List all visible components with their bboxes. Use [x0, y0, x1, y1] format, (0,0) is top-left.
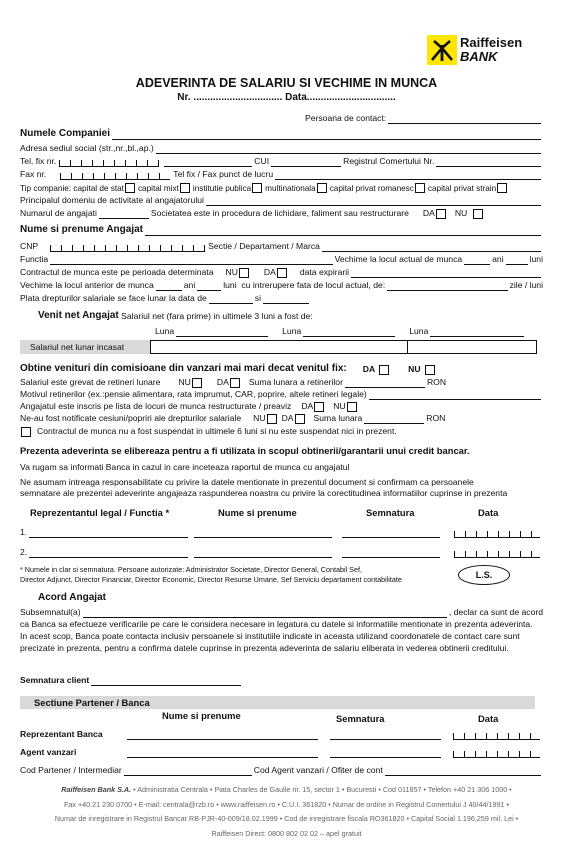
liquidation-da-checkbox[interactable]: [436, 209, 446, 219]
statement-p2b: semnatare ale prezentei adeverinte angajeaza raspunderea noastra cu privire la corectitudinea informatiilor cuprinse in prezenta: [20, 488, 508, 498]
payment-label: Plata drepturilor salariale se face lunar la data de: [20, 293, 207, 303]
contact-person-field[interactable]: [388, 115, 541, 124]
partner-col-name: Nume si prenume: [162, 710, 241, 721]
months-row: [155, 327, 543, 337]
deductions-amount-label: Suma lunara a retinerilor: [248, 377, 343, 388]
deductions-amount-field[interactable]: [345, 379, 425, 388]
month3-field[interactable]: [430, 328, 524, 337]
bank-rep-name-field[interactable]: [127, 731, 319, 740]
contact-label: Persoana de contact:: [305, 113, 387, 123]
company-type-row: [20, 183, 543, 193]
agent-signature-field[interactable]: [330, 749, 441, 758]
type-mixed-checkbox[interactable]: [180, 183, 190, 193]
address-field[interactable]: [156, 145, 541, 154]
domain-row: [20, 196, 543, 206]
signature-note-1: * Numele in clar si semnatura. Persoane autorizate: Administrator Societate, Director General, Contabil Sef,: [20, 565, 362, 574]
tel-work-field[interactable]: [275, 171, 541, 180]
payment-row: [20, 294, 543, 304]
footer-line-4: Raiffeisen Direct: 0800 802 02 02 – apel gratuit: [211, 828, 362, 838]
expiry-field[interactable]: [351, 269, 541, 278]
commission-nu-checkbox[interactable]: [425, 365, 435, 375]
seizures-row: [20, 414, 543, 424]
agent-name-field[interactable]: [127, 749, 319, 758]
commission-row: [20, 363, 543, 375]
sig1-representative-field[interactable]: [29, 529, 187, 538]
statement-p1: Va rugam sa informati Banca in cazul in care inceteaza raportul de munca cu angajatul: [20, 462, 350, 472]
tel-field[interactable]: [59, 158, 159, 167]
employee-heading: Nume si prenume Angajat: [20, 224, 143, 235]
sig-col-representative: Reprezentantul legal / Functia *: [30, 507, 170, 518]
consent-heading: Acord Angajat: [38, 592, 106, 603]
client-signature-field[interactable]: [91, 677, 241, 686]
income-heading-row: [38, 310, 543, 322]
sig2-representative-field[interactable]: [29, 549, 187, 558]
month3-label: Luna: [409, 326, 429, 336]
function-label: Functia: [20, 254, 49, 264]
suspension-row: [20, 427, 543, 437]
statement-heading: Prezenta adeverinta se elibereaza pentru a fi utilizata in scopul obtinerii/garantarii unui credit bancar.: [20, 445, 470, 456]
month2-field[interactable]: [303, 328, 395, 337]
tel-extra-field[interactable]: [164, 158, 252, 167]
footer-line-1-text: • Administratia Centrala • Piata Charles de Gaulle nr. 15, sector 1 • Bucuresti • Cod 011857 • Telefon +40 21 306 1000 •: [133, 785, 512, 794]
cnp-label: CNP: [20, 241, 39, 251]
contract-da-checkbox[interactable]: [277, 268, 287, 278]
tel-label: Tel. fix nr.: [20, 156, 57, 166]
type-foreign-checkbox[interactable]: [497, 183, 507, 193]
restructured-nu-label: NU: [333, 401, 346, 412]
commission-da-checkbox[interactable]: [379, 365, 389, 375]
function-row: [20, 255, 543, 265]
bank-rep-date-field[interactable]: [453, 731, 540, 740]
deductions-nu-checkbox[interactable]: [192, 378, 202, 388]
document-title: ADEVERINTA DE SALARIU SI VECHIME IN MUNCA: [135, 76, 438, 90]
signature-row-2-number: 2.: [20, 547, 28, 557]
liquidation-nu-label: NU: [454, 208, 468, 219]
sig-col-name: Nume si prenume: [218, 507, 297, 518]
sig-col-date: Data: [478, 507, 499, 518]
signature-row-2: [20, 548, 543, 558]
seniority-prev-years-field[interactable]: [156, 282, 182, 291]
employee-name-field[interactable]: [145, 227, 541, 236]
seizures-da-label: DA: [281, 413, 294, 424]
signature-row-1-number: 1.: [20, 527, 28, 537]
seizures-amount-label: Suma lunara: [313, 413, 363, 424]
bank-rep-label: Reprezentant Banca: [20, 729, 103, 739]
company-type-label: Tip companie:: [20, 183, 72, 193]
restructured-da-label: DA: [301, 401, 314, 412]
interruption-field[interactable]: [387, 282, 507, 291]
contract-nu-label: NU: [225, 267, 238, 278]
restructured-nu-checkbox[interactable]: [347, 402, 357, 412]
consent-name-row: [20, 608, 543, 618]
signature-row-1: [20, 528, 543, 538]
consent-l3: precizate in prezenta, pentru a confirma datele cuprinse in prezenta adeverinta de salariu eliberata in vederea obtinerii creditului.: [20, 643, 509, 653]
fax-label: Fax nr.: [20, 169, 47, 179]
consent-name-field[interactable]: [83, 609, 447, 618]
deductions-nu-label: NU: [178, 377, 191, 388]
type-state-label: capital de stat: [73, 183, 124, 193]
company-name-field[interactable]: [112, 131, 541, 140]
partner-code-field[interactable]: [124, 767, 252, 776]
tel-row: [20, 157, 543, 167]
partner-heading: Sectiune Partener / Banca: [20, 696, 535, 709]
registry-field[interactable]: [436, 158, 541, 167]
type-multinational-checkbox[interactable]: [317, 183, 327, 193]
agent-code-label: Cod Agent vanzari / Ofiter de cont: [253, 765, 383, 775]
liquidation-da-label: DA: [422, 208, 435, 219]
cui-field[interactable]: [271, 158, 341, 167]
bank-rep-signature-field[interactable]: [330, 731, 441, 740]
function-field[interactable]: [50, 256, 332, 265]
partner-code-row: [20, 766, 543, 776]
sig1-name-field[interactable]: [194, 529, 333, 538]
agent-date-field[interactable]: [453, 749, 540, 758]
restructured-row: [20, 402, 543, 412]
seizures-nu-label: NU: [253, 413, 266, 424]
type-foreign-label: capital privat strain: [427, 183, 497, 193]
address-label: Adresa sediul social (str.,nr.,bl.,ap.): [20, 143, 154, 153]
restructured-da-checkbox[interactable]: [314, 402, 324, 412]
agent-code-field[interactable]: [385, 767, 541, 776]
address-row: [20, 144, 543, 154]
commission-nu-label: NU: [408, 363, 421, 374]
domain-label: Principalul domeniu de activitate al angajatorului: [20, 195, 204, 205]
agent-label: Agent vanzari: [20, 747, 77, 757]
seniority-current-ani: ani: [492, 254, 504, 264]
employees-field[interactable]: [99, 210, 149, 219]
contact-person-row: [305, 114, 543, 124]
restructured-label: Angajatul este inscris pe lista de locuri de munca restructurate / preaviz: [20, 401, 292, 412]
commission-da-label: DA: [362, 363, 376, 374]
net-collected-field[interactable]: [150, 340, 408, 354]
client-signature-label: Semnatura client: [20, 675, 90, 685]
type-multinational-label: multinationala: [265, 183, 316, 193]
registry-label: Registrul Comertului Nr.: [343, 156, 435, 166]
commission-heading: Obtine venituri din comisioane din vanzari mai mari decat venitul fix:: [20, 363, 347, 374]
footer: [20, 783, 553, 841]
section-label: Sectie / Departament / Marca: [208, 241, 320, 251]
sig-col-signature: Semnatura: [366, 507, 415, 518]
type-public-checkbox[interactable]: [252, 183, 262, 193]
interruption-unit: zile / luni: [509, 280, 543, 290]
signature-note-2: Director Adjunct, Director Financiar, Director Economic, Director Resurse Umane, Sef Serviciu departament contabilitate: [20, 575, 402, 584]
type-romanian-label: capital privat romanesc: [329, 183, 414, 193]
seniority-prev-row: [20, 281, 543, 291]
footer-line-2: Fax +40 21 230 0700 • E-mail: centrala@rzb.ro • www.raiffeisen.ro • C.U.I. 361820 • Numar de ordine in Registrul Comertului J 40/44/1991 •: [63, 799, 510, 809]
payment-day1-field[interactable]: [209, 295, 253, 304]
seniority-prev-luni: luni: [223, 280, 237, 290]
seniority-current-luni: luni: [529, 254, 543, 264]
logo-emblem-icon: [427, 35, 457, 65]
employees-label: Numarul de angajati: [20, 208, 97, 219]
contract-da-label: DA: [263, 267, 276, 278]
domain-field[interactable]: [206, 197, 541, 206]
deductions-da-label: DA: [216, 377, 229, 388]
contract-nu-checkbox[interactable]: [239, 268, 249, 278]
seal-placeholder: L.S.: [458, 565, 510, 585]
sig2-date-field[interactable]: [454, 549, 540, 558]
contract-label: Contractul de munca este pe perioada determinata: [20, 267, 214, 278]
cnp-field[interactable]: [50, 243, 205, 252]
reason-label: Motivul retinerilor (ex.:pensie alimentara, rata imprumut, CAR, poprire, altele retineri legale): [20, 389, 367, 399]
fax-field[interactable]: [60, 171, 170, 180]
footer-bank-name: Raiffeisen Bank S.A.: [61, 785, 132, 794]
month2-label: Luna: [282, 326, 302, 336]
expiry-label: data expirarii: [299, 267, 350, 278]
seizures-label: Ne-au fost notificate cesiuni/popriri ale drepturilor salariale: [20, 413, 242, 424]
document-number-date: Nr. ................................ Data................................: [177, 92, 396, 103]
partner-col-date: Data: [478, 713, 499, 724]
seniority-current-months-field[interactable]: [506, 256, 528, 265]
consent-l1: ca Banca sa efectueze verificarile pe care le considera necesare in legatura cu datele si informatiile mentionate in prezenta adeverinta.: [20, 619, 533, 629]
partner-col-signature: Semnatura: [336, 713, 385, 724]
suspension-label: Contractul de munca nu a fost suspendat in ultimele 6 luni si nu este suspendat nici in prezent.: [37, 426, 397, 437]
reason-field[interactable]: [369, 391, 541, 400]
income-sub: Salariul net (fara prime) in ultimele 3 luni a fost de:: [121, 310, 313, 321]
sig1-date-field[interactable]: [454, 529, 540, 538]
company-heading: Numele Companiei: [20, 128, 111, 139]
deductions-label: Salariul este grevat de retineri lunare: [20, 377, 161, 388]
liquidation-nu-checkbox[interactable]: [473, 209, 483, 219]
cui-label: CUI: [254, 156, 270, 166]
contract-row: [20, 268, 543, 278]
seizures-da-checkbox[interactable]: [295, 414, 305, 424]
type-state-checkbox[interactable]: [125, 183, 135, 193]
cnp-row: [20, 242, 543, 252]
suspension-checkbox[interactable]: [21, 427, 31, 437]
fax-row: [20, 170, 543, 180]
type-mixed-label: capital mixt: [137, 183, 179, 193]
sig2-signature-field[interactable]: [342, 549, 440, 558]
deductions-row: [20, 378, 543, 388]
footer-line-1: [20, 783, 553, 798]
seizures-amount-field[interactable]: [364, 415, 424, 424]
seizures-nu-checkbox[interactable]: [267, 414, 277, 424]
payment-si: si: [254, 293, 262, 303]
raiffeisen-logo: [427, 35, 537, 67]
footer-line-3: Numar de inregistrare in Registrul Bancar RB-PJR-40-009/18.02.1999 • Cod de inregistrare fiscala RO361820 • Capital Social 1.196,259 mil. Lei •: [54, 814, 519, 824]
payment-day2-field[interactable]: [263, 295, 309, 304]
month1-label: Luna: [155, 326, 175, 336]
seniority-current-label: Vechime la locul actual de munca: [334, 254, 463, 264]
sig1-signature-field[interactable]: [342, 529, 440, 538]
consent-declare: , declar ca sunt de acord: [448, 607, 543, 617]
seniority-current-years-field[interactable]: [464, 256, 490, 265]
reason-row: [20, 390, 543, 400]
company-name-row: [20, 128, 543, 140]
logo-text-bank: BANK: [460, 49, 498, 64]
net-collected-field-2[interactable]: [406, 340, 537, 354]
seniority-prev-ani: ani: [183, 280, 196, 290]
income-heading: Venit net Angajat: [38, 310, 119, 321]
sig2-name-field[interactable]: [194, 549, 333, 558]
logo-text-raiffeisen: Raiffeisen: [460, 35, 523, 50]
seniority-prev-months-field[interactable]: [197, 282, 221, 291]
type-romanian-checkbox[interactable]: [415, 183, 425, 193]
interruption-label: cu intrerupere fata de locul actual, de:: [241, 280, 386, 290]
seniority-prev-label: Vechime la locul anterior de munca: [20, 280, 154, 290]
consent-sub: Subsemnatul(a): [20, 607, 81, 617]
consent-l2: In acest scop, Banca poate contacta inclusiv persoanele si institutiile indicate in aceasta utilizand coordonatele de contact care sunt: [20, 631, 520, 641]
section-field[interactable]: [322, 243, 541, 252]
partner-code-label: Cod Partener / Intermediar: [20, 765, 122, 775]
client-signature-row: [20, 676, 243, 686]
employee-name-row: [20, 224, 543, 236]
deductions-da-checkbox[interactable]: [230, 378, 240, 388]
deductions-ron: RON: [426, 377, 447, 388]
employees-row: [20, 209, 543, 219]
agent-row: [20, 748, 543, 758]
type-public-label: institutie publica: [192, 183, 252, 193]
liquidation-label: Societatea este in procedura de lichidare, faliment sau restructurare: [150, 208, 409, 219]
bank-rep-row: [20, 730, 543, 740]
statement-p2a: Ne asumam intreaga responsabilitate cu privire la datele mentionate in prezentul document si confirmam ca persoanele: [20, 477, 474, 487]
month1-field[interactable]: [176, 328, 268, 337]
tel-work-label: Tel fix / Fax punct de lucru: [173, 169, 274, 179]
net-collected-label: Salariul net lunar incasat: [20, 340, 150, 354]
seizures-ron: RON: [426, 413, 446, 424]
